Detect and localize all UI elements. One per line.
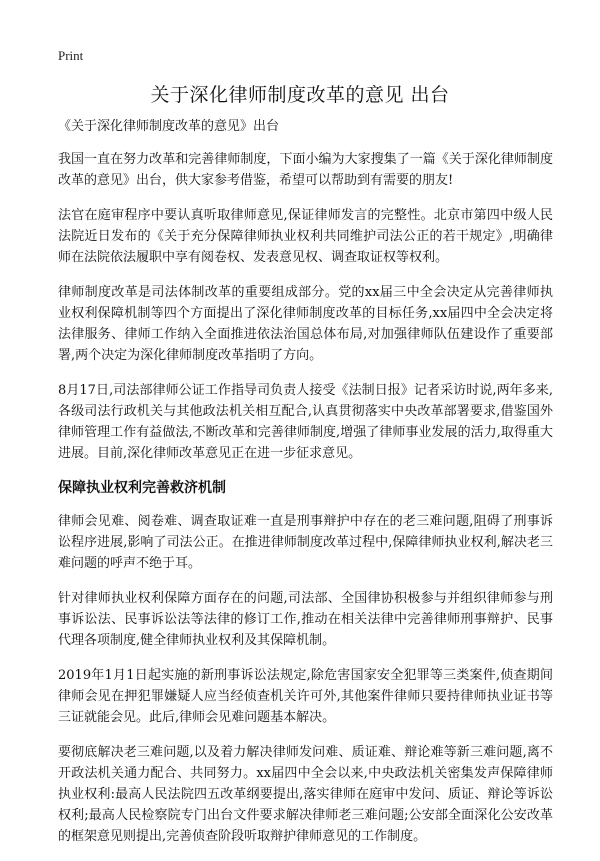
paragraph-intro-1: 我国一直在努力改革和完善律师制度，下面小编为大家搜集了一篇《关于深化律师制度改革的意见》出台，供大家参考借鉴，希望可以帮助到有需要的朋友! <box>58 152 553 188</box>
paragraph-intro-4: 8月17日,司法部律师公证工作指导司负责人接受《法制日报》记者采访时说,两年多来,各级司法行政机关与其他政法机关相互配合,认真贯彻落实中央改革部署要求,借鉴国外律师管理工作有益做法,不断改革和完善律师制度,增强了律师事业发展的活力,取得重大进展。目前,深化律师改革意见正在进一步征求意见。 <box>58 383 553 461</box>
section-heading: 保障执业权利完善救济机制 <box>58 480 226 496</box>
paragraph-section-4: 要彻底解决老三难问题,以及着力解决律师发问难、质证难、辩论难等新三难问题,离不开政法机关通力配合、共同努力。xx届四中全会以来,中央政法机关密集发声保障律师执业权利:最高人民法院四五改革纲要提出,落实律师在庭审中发问、质证、辩论等诉讼权利;最高人民检察院专门出台文件要求解决律师老三难问题;公安部全面深化公安改革的框架意见则提出,完善侦查阶段听取辩护律师意见的工作制度。 <box>58 745 553 844</box>
article-body <box>58 116 553 861</box>
paragraph-section-1: 律师会见难、阅卷难、调查取证难一直是刑事辩护中存在的老三难问题,阻碍了刑事诉讼程序进展,影响了司法公正。在推进律师制度改革过程中,保障律师执业权利,解决老三难问题的呼声不绝于耳。 <box>58 514 553 571</box>
paragraph-intro-3: 律师制度改革是司法体制改革的重要组成部分。党的xx届三中全会决定从完善律师执业权利保障机制等四个方面提出了深化律师制度改革的目标任务,xx届四中全会决定将法律服务、律师工作纳入全面推进依法治国总体布局,对加强律师队伍建设作了重要部署,两个决定为深化律师制度改革指明了方向。 <box>58 285 553 363</box>
paragraph-section-3: 2019年1月1日起实施的新刑事诉讼法规定,除危害国家安全犯罪等三类案件,侦查期间律师会见在押犯罪嫌疑人应当经侦查机关许可外,其他案件律师只要持律师执业证书等三证就能会见。此后,律师会见难问题基本解决。 <box>58 668 553 725</box>
article-subtitle: 《关于深化律师制度改革的意见》出台 <box>58 119 280 134</box>
paragraph-section-2: 针对律师执业权利保障方面存在的问题,司法部、全国律协积极参与并组织律师参与刑事诉讼法、民事诉讼法等法律的修订工作,推动在相关法律中完善律师刑事辩护、民事代理各项制度,健全律师执业权利及其保障机制。 <box>58 591 553 648</box>
paragraph-intro-2: 法官在庭审程序中要认真听取律师意见,保证律师发言的完整性。北京市第四中级人民法院近日发布的《关于充分保障律师执业权利共同维护司法公正的若干规定》,明确律师在法院依法履职中享有阅卷权、发表意见权、调查取证权等权利。 <box>58 208 553 265</box>
page-title: 关于深化律师制度改革的意见 出台 <box>150 84 450 106</box>
print-link[interactable]: Print <box>58 48 84 63</box>
